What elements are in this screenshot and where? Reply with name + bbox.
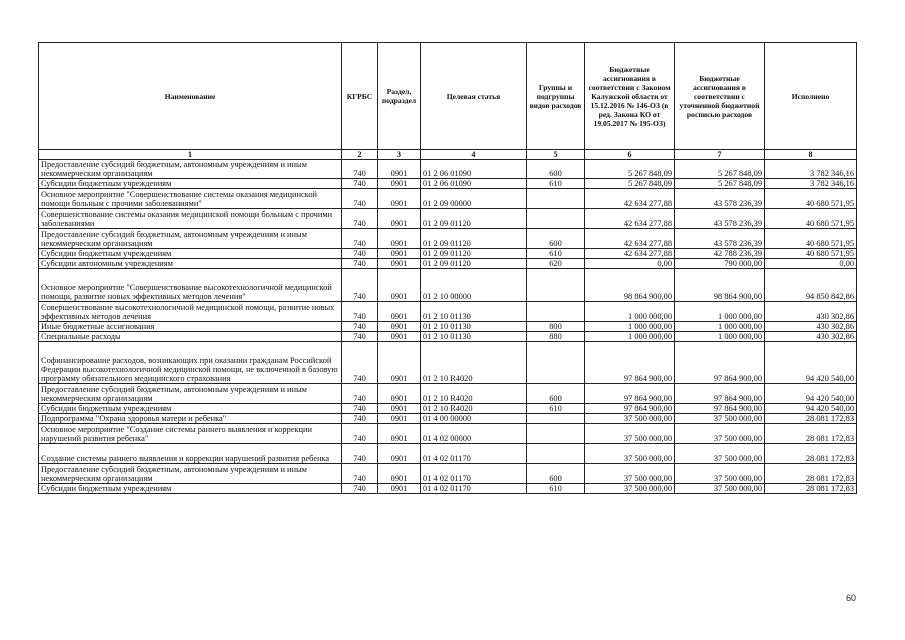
row-refined-amount: 97 864 900,00	[675, 384, 765, 404]
row-executed-amount: 28 081 172,83	[765, 464, 857, 484]
row-target-article: 01 2 09 00000	[421, 189, 527, 209]
row-executed-amount: 94 850 842,86	[765, 269, 857, 302]
row-target-article: 01 2 10 01130	[421, 332, 527, 342]
row-refined-amount: 97 864 900,00	[675, 342, 765, 384]
row-kgrbs: 740	[342, 332, 378, 342]
column-number: 7	[675, 150, 765, 160]
budget-table	[38, 42, 857, 494]
row-executed-amount: 430 302,86	[765, 332, 857, 342]
row-executed-amount: 3 782 346,16	[765, 179, 857, 189]
row-executed-amount: 28 081 172,83	[765, 414, 857, 424]
row-razdel: 0901	[378, 249, 421, 259]
row-target-article: 01 2 06 01090	[421, 160, 527, 179]
column-number: 1	[39, 150, 342, 160]
row-target-article: 01 2 10 R4020	[421, 404, 527, 414]
row-razdel: 0901	[378, 160, 421, 179]
row-law-amount: 37 500 000,00	[585, 484, 675, 494]
row-razdel: 0901	[378, 444, 421, 464]
row-refined-amount: 43 578 236,39	[675, 209, 765, 229]
row-name: Иные бюджетные ассигнования	[39, 322, 342, 332]
row-law-amount: 1 000 000,00	[585, 332, 675, 342]
column-number: 2	[342, 150, 378, 160]
row-name: Специальные расходы	[39, 332, 342, 342]
table-row	[39, 189, 857, 209]
row-expense-group	[527, 444, 585, 464]
row-executed-amount: 40 680 571,95	[765, 249, 857, 259]
row-law-amount: 98 864 900,00	[585, 269, 675, 302]
table-row	[39, 464, 857, 484]
row-razdel: 0901	[378, 322, 421, 332]
row-expense-group	[527, 414, 585, 424]
row-kgrbs: 740	[342, 189, 378, 209]
row-law-amount: 42 634 277,88	[585, 229, 675, 249]
row-kgrbs: 740	[342, 322, 378, 332]
column-number: 4	[421, 150, 527, 160]
row-executed-amount: 0,00	[765, 259, 857, 269]
row-name: Предоставление субсидий бюджетным, автономным учреждениям и иным некоммерческим организациям	[39, 229, 342, 249]
row-razdel: 0901	[378, 414, 421, 424]
table-row	[39, 179, 857, 189]
row-refined-amount: 37 500 000,00	[675, 484, 765, 494]
row-razdel: 0901	[378, 424, 421, 444]
row-expense-group	[527, 302, 585, 322]
row-name: Подпрограмма "Охрана здоровья матери и ребенка"	[39, 414, 342, 424]
row-target-article: 01 2 09 01120	[421, 229, 527, 249]
row-expense-group: 600	[527, 160, 585, 179]
row-razdel: 0901	[378, 484, 421, 494]
row-law-amount: 97 864 900,00	[585, 342, 675, 384]
row-expense-group: 620	[527, 259, 585, 269]
row-name: Создание системы раннего выявления и коррекции нарушений развития ребенка	[39, 444, 342, 464]
row-expense-group: 610	[527, 249, 585, 259]
row-refined-amount: 1 000 000,00	[675, 302, 765, 322]
row-name: Субсидии бюджетным учреждениям	[39, 484, 342, 494]
row-razdel: 0901	[378, 229, 421, 249]
table-row	[39, 342, 857, 384]
column-number: 8	[765, 150, 857, 160]
row-refined-amount: 97 864 900,00	[675, 404, 765, 414]
column-number-row	[39, 150, 857, 160]
row-target-article: 01 2 06 01090	[421, 179, 527, 189]
row-refined-amount: 43 578 236,39	[675, 189, 765, 209]
row-razdel: 0901	[378, 342, 421, 384]
row-law-amount: 1 000 000,00	[585, 302, 675, 322]
row-target-article: 01 2 10 01130	[421, 302, 527, 322]
row-expense-group	[527, 342, 585, 384]
row-refined-amount: 790 000,00	[675, 259, 765, 269]
row-executed-amount: 94 420 540,00	[765, 342, 857, 384]
row-razdel: 0901	[378, 259, 421, 269]
row-target-article: 01 2 10 R4020	[421, 342, 527, 384]
header-razdel: Раздел, подраздел	[378, 43, 421, 150]
table-row	[39, 209, 857, 229]
row-refined-amount: 98 864 900,00	[675, 269, 765, 302]
row-refined-amount: 5 267 848,09	[675, 160, 765, 179]
table-row	[39, 269, 857, 302]
row-kgrbs: 740	[342, 384, 378, 404]
row-name: Предоставление субсидий бюджетным, автономным учреждениям и иным некоммерческим организациям	[39, 384, 342, 404]
table-row	[39, 444, 857, 464]
row-kgrbs: 740	[342, 229, 378, 249]
table-row	[39, 259, 857, 269]
row-expense-group	[527, 189, 585, 209]
row-law-amount: 97 864 900,00	[585, 384, 675, 404]
row-law-amount: 5 267 848,09	[585, 160, 675, 179]
row-razdel: 0901	[378, 179, 421, 189]
row-razdel: 0901	[378, 404, 421, 414]
table-row	[39, 322, 857, 332]
row-expense-group: 800	[527, 322, 585, 332]
table-row	[39, 160, 857, 179]
row-law-amount: 37 500 000,00	[585, 444, 675, 464]
row-refined-amount: 42 788 236,39	[675, 249, 765, 259]
row-name: Субсидии автономным учреждениям	[39, 259, 342, 269]
row-kgrbs: 740	[342, 209, 378, 229]
row-refined-amount: 5 267 848,09	[675, 179, 765, 189]
header-executed: Исполнено	[765, 43, 857, 150]
header-refined-allocations: Бюджетные ассигнования в соответствии с уточненной бюджетной росписью расходов	[675, 43, 765, 150]
row-refined-amount: 1 000 000,00	[675, 322, 765, 332]
row-executed-amount: 40 680 571,95	[765, 189, 857, 209]
column-number: 6	[585, 150, 675, 160]
row-kgrbs: 740	[342, 484, 378, 494]
row-law-amount: 37 500 000,00	[585, 424, 675, 444]
row-kgrbs: 740	[342, 464, 378, 484]
header-target-article: Целевая статья	[421, 43, 527, 150]
row-law-amount: 42 634 277,88	[585, 189, 675, 209]
row-law-amount: 0,00	[585, 259, 675, 269]
column-number: 5	[527, 150, 585, 160]
row-law-amount: 5 267 848,09	[585, 179, 675, 189]
row-executed-amount: 28 081 172,83	[765, 424, 857, 444]
row-name: Предоставление субсидий бюджетным, автономным учреждениям и иным некоммерческим организациям	[39, 160, 342, 179]
row-executed-amount: 430 302,86	[765, 322, 857, 332]
row-law-amount: 37 500 000,00	[585, 414, 675, 424]
row-refined-amount: 43 578 236,39	[675, 229, 765, 249]
row-kgrbs: 740	[342, 424, 378, 444]
header-law-allocations: Бюджетные ассигнования в соответствии с Законом Калужской области от 15.12.2016 № 146-ОЗ (в ред. Закона КО от 19.05.2017 № 195-ОЗ)	[585, 43, 675, 150]
row-executed-amount: 94 420 540,00	[765, 404, 857, 414]
header-kgrbs: КГРБС	[342, 43, 378, 150]
row-kgrbs: 740	[342, 259, 378, 269]
row-expense-group: 600	[527, 464, 585, 484]
row-refined-amount: 37 500 000,00	[675, 444, 765, 464]
row-expense-group: 600	[527, 384, 585, 404]
row-razdel: 0901	[378, 332, 421, 342]
row-name: Совершенствование системы оказания медицинской помощи больным с прочими заболеваниями	[39, 209, 342, 229]
row-name: Субсидии бюджетным учреждениям	[39, 404, 342, 414]
row-kgrbs: 740	[342, 404, 378, 414]
row-razdel: 0901	[378, 384, 421, 404]
row-expense-group: 610	[527, 179, 585, 189]
row-razdel: 0901	[378, 302, 421, 322]
row-expense-group	[527, 209, 585, 229]
table-row	[39, 332, 857, 342]
row-refined-amount: 37 500 000,00	[675, 424, 765, 444]
row-name: Основное мероприятие "Создание системы раннего выявления и коррекции нарушений развития ребенка"	[39, 424, 342, 444]
row-razdel: 0901	[378, 189, 421, 209]
row-target-article: 01 2 10 R4020	[421, 384, 527, 404]
row-executed-amount: 40 680 571,95	[765, 209, 857, 229]
table-body	[39, 160, 857, 494]
row-razdel: 0901	[378, 464, 421, 484]
header-expense-groups: Группы и подгруппы видов расходов	[527, 43, 585, 150]
row-name: Основное мероприятие "Совершенствование высокотехнологичной медицинской помощи, развитие новых эффективных методов лечения"	[39, 269, 342, 302]
row-kgrbs: 740	[342, 444, 378, 464]
row-name: Совершенствование высокотехнологичной медицинской помощи, развитие новых эффективных методов лечения	[39, 302, 342, 322]
row-kgrbs: 740	[342, 249, 378, 259]
row-target-article: 01 2 10 00000	[421, 269, 527, 302]
row-target-article: 01 2 09 01120	[421, 209, 527, 229]
row-razdel: 0901	[378, 209, 421, 229]
row-executed-amount: 430 302,86	[765, 302, 857, 322]
row-kgrbs: 740	[342, 269, 378, 302]
row-law-amount: 42 634 277,88	[585, 209, 675, 229]
table-row	[39, 484, 857, 494]
row-refined-amount: 37 500 000,00	[675, 414, 765, 424]
row-name: Основное мероприятие "Совершенствование системы оказания медицинской помощи больным с прочими заболеваниями"	[39, 189, 342, 209]
row-target-article: 01 2 09 01120	[421, 259, 527, 269]
row-expense-group	[527, 269, 585, 302]
row-executed-amount: 28 081 172,83	[765, 484, 857, 494]
row-name: Предоставление субсидий бюджетным, автономным учреждениям и иным некоммерческим организациям	[39, 464, 342, 484]
column-number: 3	[378, 150, 421, 160]
row-kgrbs: 740	[342, 179, 378, 189]
row-kgrbs: 740	[342, 342, 378, 384]
row-executed-amount: 94 420 540,00	[765, 384, 857, 404]
row-law-amount: 97 864 900,00	[585, 404, 675, 414]
page-number: 60	[846, 593, 857, 603]
table-row	[39, 424, 857, 444]
row-kgrbs: 740	[342, 414, 378, 424]
row-target-article: 01 4 02 00000	[421, 424, 527, 444]
table-row	[39, 404, 857, 414]
table-row	[39, 249, 857, 259]
row-expense-group	[527, 424, 585, 444]
row-target-article: 01 4 02 01170	[421, 444, 527, 464]
row-name: Субсидии бюджетным учреждениям	[39, 179, 342, 189]
row-law-amount: 37 500 000,00	[585, 464, 675, 484]
row-law-amount: 42 634 277,88	[585, 249, 675, 259]
row-name: Софинансирование расходов, возникающих при оказании гражданам Российской Федерации высокотехнологичной медицинской помощи, не включенной в базовую программу обязательного медицинского страхования	[39, 342, 342, 384]
row-name: Субсидии бюджетным учреждениям	[39, 249, 342, 259]
row-kgrbs: 740	[342, 160, 378, 179]
row-refined-amount: 1 000 000,00	[675, 332, 765, 342]
row-expense-group: 600	[527, 229, 585, 249]
row-executed-amount: 40 680 571,95	[765, 229, 857, 249]
header-name: Наименование	[39, 43, 342, 150]
row-target-article: 01 4 02 01170	[421, 464, 527, 484]
row-refined-amount: 37 500 000,00	[675, 464, 765, 484]
row-target-article: 01 2 09 01120	[421, 249, 527, 259]
row-target-article: 01 4 00 00000	[421, 414, 527, 424]
row-executed-amount: 28 081 172,83	[765, 444, 857, 464]
table-row	[39, 302, 857, 322]
row-law-amount: 1 000 000,00	[585, 322, 675, 332]
row-executed-amount: 3 782 346,16	[765, 160, 857, 179]
table-row	[39, 229, 857, 249]
table-row	[39, 414, 857, 424]
row-expense-group: 610	[527, 404, 585, 414]
header-row	[39, 43, 857, 150]
row-razdel: 0901	[378, 269, 421, 302]
row-kgrbs: 740	[342, 302, 378, 322]
row-expense-group: 610	[527, 484, 585, 494]
row-target-article: 01 4 02 01170	[421, 484, 527, 494]
row-expense-group: 880	[527, 332, 585, 342]
row-target-article: 01 2 10 01130	[421, 322, 527, 332]
table-row	[39, 384, 857, 404]
